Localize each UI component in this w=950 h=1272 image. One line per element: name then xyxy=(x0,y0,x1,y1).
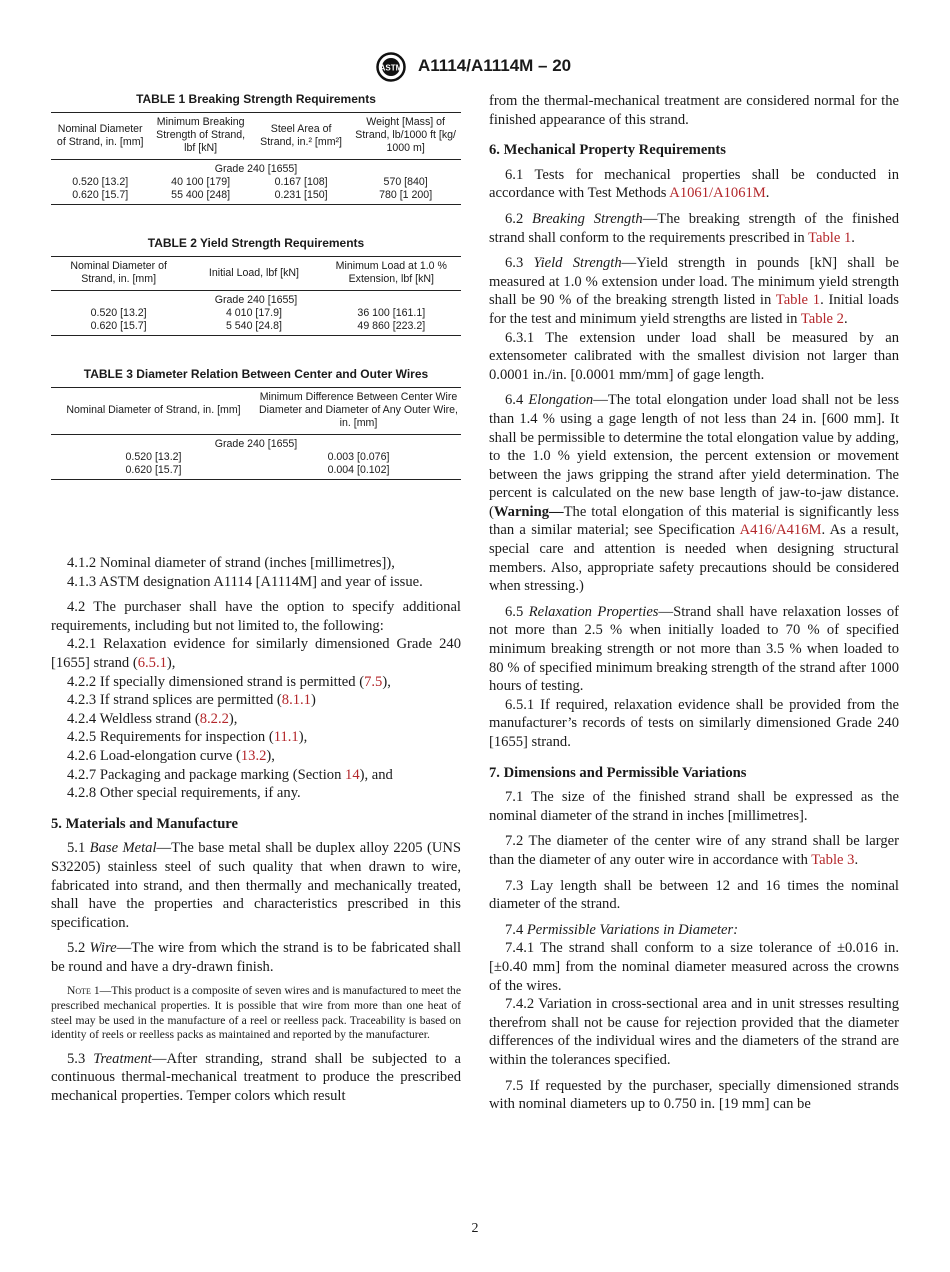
table-3-header: Nominal Diameter of Strand, in. [mm] xyxy=(51,388,256,435)
table-cell: 0.620 [15.7] xyxy=(51,320,186,336)
table-1-header: Weight [Mass] of Strand, lb/1000 ft [kg/ 1000 m] xyxy=(350,113,461,160)
paragraph-7-4: 7.4 Permissible Variations in Diameter: xyxy=(505,921,739,938)
note-1: Note 1—This product is a composite of seven wires and is manufactured to meet the prescribed mechanical properties. It is possible that wire from more than one heat of steel may be used in the manufacture of a reel or reelless pack. Traceability is based on identity of reels or reelless packs as maintained and reported by the manufacturer. xyxy=(51,984,461,1042)
table-cell: 0.003 [0.076] xyxy=(327,451,390,463)
left-column xyxy=(51,92,461,1106)
paragraph-6-4: 6.4 Elongation—The total elongation under load shall not be less than 1.4 % using a gage length of not less than 24 in. [600 mm]. It shall be permissible to determine the total elongation value by adding, to the 1.0 % yield extension, the percent extension or movement between the jaws gripping the strand after yield determination. The percent is calculated on the new base length of jaw-to-jaw distance. (Warning—The total elongation of this material is significantly less than a similar material; see Specification A416/A416M. As a result, special care and attention is needed when designing structural members. Also, appropriate safety precautions should be considered when stressing.) xyxy=(489,392,900,595)
paragraph-4-2-2: 4.2.2 If specially dimensioned strand is permitted (7.5), xyxy=(67,673,391,690)
standard-link[interactable]: A1061/A1061M xyxy=(669,185,766,202)
table-1-grade: Grade 240 [1655] xyxy=(214,163,298,175)
table-cell: 36 100 [161.1] xyxy=(357,307,426,319)
table-cell: 0.520 [13.2] xyxy=(72,176,129,188)
table-cell: 4 010 [17.9] xyxy=(225,307,282,319)
table-cell: 40 100 [179] xyxy=(171,176,231,188)
table-row xyxy=(51,320,461,336)
section-link[interactable]: 14 xyxy=(345,766,360,783)
section-link[interactable]: 6.5.1 xyxy=(137,654,167,671)
table-3-title: TABLE 3 Diameter Relation Between Center and Outer Wires xyxy=(83,367,429,381)
paragraph-4-2-8: 4.2.8 Other special requirements, if any. xyxy=(67,785,301,802)
paragraph-6-5-1: 6.5.1 If required, relaxation evidence shall be provided from the manufacturer’s records of tests on similarly dimensioned Grade 240 [1655] strand. xyxy=(489,696,899,750)
page-header xyxy=(0,52,950,82)
paragraph-7-4-1: 7.4.1 The strand shall conform to a size tolerance of ±0.016 in. [±0.40 mm] from the nominal diameter measured across the crowns of the wires. xyxy=(489,940,899,994)
table-link[interactable]: Table 1 xyxy=(808,229,852,246)
table-row xyxy=(51,189,461,205)
paragraph-6-2: 6.2 Breaking Strength—The breaking strength of the finished strand shall conform to the requirements prescribed in Table 1. xyxy=(489,210,899,246)
astm-logo-icon xyxy=(372,52,410,82)
table-1 xyxy=(51,92,461,205)
table-1-header: Steel Area of Strand, in.² [mm²] xyxy=(252,113,350,160)
svg-text:ASTM: ASTM xyxy=(379,63,403,73)
paragraph-5-3: 5.3 Treatment—After stranding, strand shall be subjected to a continuous thermal-mechanical treatment to produce the prescribed mechanical properties. Temper colors which result xyxy=(51,1050,461,1105)
table-1-header: Nominal Diameter of Strand, in. [mm] xyxy=(51,113,149,160)
table-row xyxy=(51,464,461,480)
paragraph-7-2: 7.2 The diameter of the center wire of any strand shall be larger than the diameter of any outer wire in accordance with Table 3. xyxy=(489,833,899,868)
section-6-heading: 6. Mechanical Property Requirements xyxy=(489,142,726,159)
table-cell: 0.004 [0.102] xyxy=(256,464,461,480)
paragraph-6-5: 6.5 Relaxation Properties—Strand shall have relaxation losses of not more than 2.5 % when initially loaded to 70 % of specified minimum breaking strength or not more than 3.5 % when loaded to 80 % of specified minimum breaking strength of the strand after 1000 hours of testing. xyxy=(489,603,900,695)
table-cell: 0.620 [15.7] xyxy=(51,189,149,205)
table-cell: 0.520 [13.2] xyxy=(125,451,182,463)
table-2-grade: Grade 240 [1655] xyxy=(214,294,298,306)
paragraph-4-2-5: 4.2.5 Requirements for inspection (11.1), xyxy=(67,729,308,746)
table-3-header: Minimum Difference Between Center Wire Diameter and Diameter of Any Outer Wire, in. [mm] xyxy=(256,388,461,435)
paragraph-4-2-7: 4.2.7 Packaging and package marking (Section 14), and xyxy=(67,766,393,783)
table-2-header: Nominal Diameter of Strand, in. [mm] xyxy=(51,257,186,291)
section-7-heading: 7. Dimensions and Permissible Variations xyxy=(489,764,747,781)
table-3 xyxy=(51,367,461,480)
table-row xyxy=(51,451,461,464)
table-cell: 0.620 [15.7] xyxy=(51,464,256,480)
table-link[interactable]: Table 2 xyxy=(800,310,844,327)
table-row xyxy=(51,176,461,189)
table-cell: 49 860 [223.2] xyxy=(322,320,461,336)
section-5-heading: 5. Materials and Manufacture xyxy=(51,815,238,832)
paragraph-4-2-6: 4.2.6 Load-elongation curve (13.2), xyxy=(67,747,275,764)
table-link[interactable]: Table 1 xyxy=(775,292,821,309)
paragraph-7-5: 7.5 If requested by the purchaser, specially dimensioned strands with nominal diameters up to 0.750 in. [19 mm] can be xyxy=(489,1077,899,1113)
section-link[interactable]: 8.1.1 xyxy=(281,692,311,709)
table-row xyxy=(51,307,461,320)
paragraph-4-2: 4.2 The purchaser shall have the option to specify additional requirements, including but not limited to, the following: xyxy=(51,599,461,634)
paragraph-5-2: 5.2 Wire—The wire from which the strand is to be fabricated shall be round and have a dry-drawn finish. xyxy=(51,940,462,975)
paragraph-6-3: 6.3 Yield Strength—Yield strength in pounds [kN] shall be measured at 1.0 % extension under load. The minimum yield strength shall be 90 % of the breaking strength listed in Table 1. Initial loads for the test and minimum yield strengths are listed in Table 2. xyxy=(489,255,900,327)
table-link[interactable]: Table 3 xyxy=(811,851,855,868)
paragraph-4-1-2: 4.1.2 Nominal diameter of strand (inches [millimetres]), xyxy=(67,555,395,571)
paragraph-7-3: 7.3 Lay length shall be between 12 and 16 times the nominal diameter of the strand. xyxy=(489,877,899,913)
table-3-grade: Grade 240 [1655] xyxy=(214,438,298,450)
paragraph-4-2-4: 4.2.4 Weldless strand (8.2.2), xyxy=(67,710,238,727)
table-cell: 780 [1 200] xyxy=(350,189,461,205)
page-number: 2 xyxy=(471,1221,479,1236)
table-2-header: Minimum Load at 1.0 % Extension, lbf [kN] xyxy=(322,257,461,291)
table-cell: 0.520 [13.2] xyxy=(90,307,147,319)
section-link[interactable]: 13.2 xyxy=(240,747,267,764)
section-link[interactable]: 11.1 xyxy=(273,729,299,746)
table-2 xyxy=(51,236,461,336)
paragraph-4-2-3: 4.2.3 If strand splices are permitted (8.1.1) xyxy=(67,692,316,709)
right-column xyxy=(489,92,899,1114)
table-cell: 570 [840] xyxy=(383,176,428,188)
table-2-header: Initial Load, lbf [kN] xyxy=(186,257,321,291)
paragraph-5-3-continued: from the thermal-mechanical treatment are considered normal for the finished appearance of this strand. xyxy=(489,93,899,128)
table-cell: 0.231 [150] xyxy=(252,189,350,205)
table-1-title: TABLE 1 Breaking Strength Requirements xyxy=(136,92,376,106)
paragraph-5-1: 5.1 Base Metal—The base metal shall be duplex alloy 2205 (UNS S32205) stainless steel of such quality that when drawn to wire, fabricated into strand, and then thermally and mechanically treated, shall have the properties and characteristics prescribed in this specification. xyxy=(51,840,462,931)
table-1-header: Minimum Breaking Strength of Strand, lbf [kN] xyxy=(149,113,252,160)
paragraph-4-2-1: 4.2.1 Relaxation evidence for similarly dimensioned Grade 240 [1655] strand (6.5.1), xyxy=(51,636,461,671)
paragraph-4-1-3: 4.1.3 ASTM designation A1114 [A1114M] and year of issue. xyxy=(67,573,423,590)
paragraph-7-1: 7.1 The size of the finished strand shall be expressed as the nominal diameter of the strand in inches [millimetres]. xyxy=(489,789,899,824)
table-cell: 55 400 [248] xyxy=(149,189,252,205)
section-link[interactable]: 7.5 xyxy=(364,673,383,690)
paragraph-6-3-1: 6.3.1 The extension under load shall be measured by an extensometer calibrated with the smallest division not larger than 0.0001 in./in. [0.0001 mm/mm] of gage length. xyxy=(489,329,899,383)
standard-designation: A1114/A1114M – 20 xyxy=(418,56,572,75)
table-cell: 5 540 [24.8] xyxy=(186,320,321,336)
paragraph-7-4-2: 7.4.2 Variation in cross-sectional area and in unit stresses resulting therefrom shall not be cause for rejection provided that the diameter differences of the individual wires and the diameters of the strand are within the tolerances specified. xyxy=(489,996,899,1068)
paragraph-6-1: 6.1 Tests for mechanical properties shall be conducted in accordance with Test Methods A1061/A1061M. xyxy=(489,166,899,202)
standard-link[interactable]: A416/A416M xyxy=(739,522,822,539)
table-cell: 0.167 [108] xyxy=(274,176,328,188)
table-2-title: TABLE 2 Yield Strength Requirements xyxy=(147,236,365,250)
section-link[interactable]: 8.2.2 xyxy=(199,710,229,727)
